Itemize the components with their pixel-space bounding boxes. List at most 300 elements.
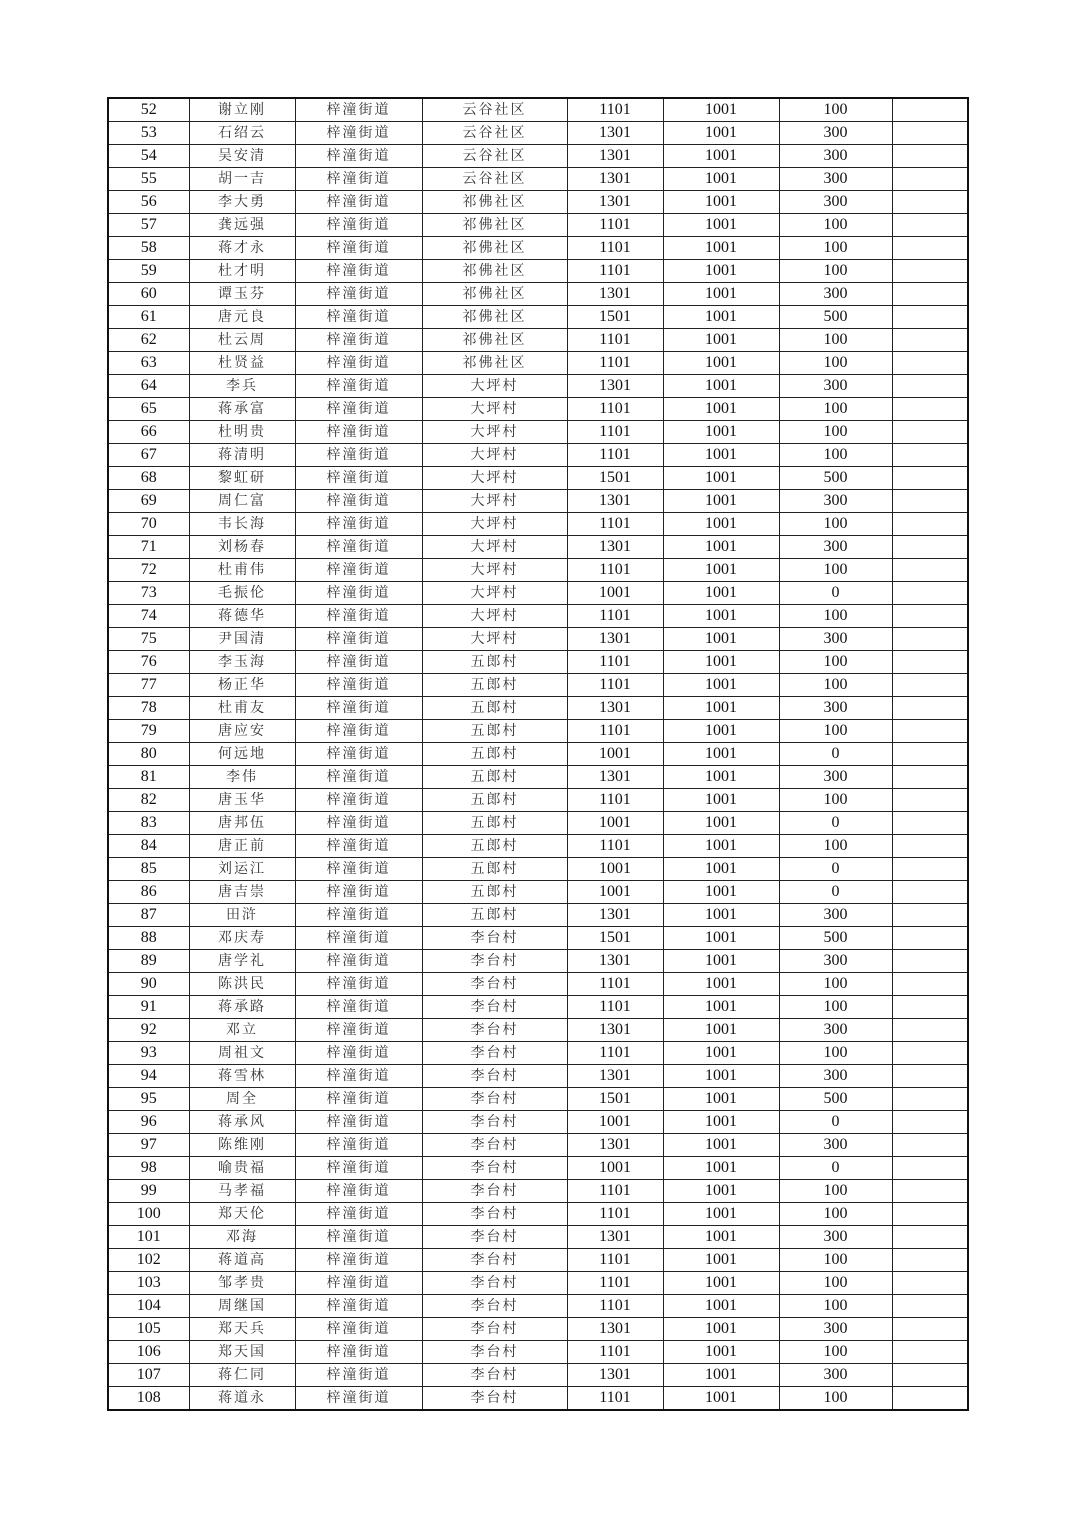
table-row xyxy=(108,375,968,398)
table-row xyxy=(108,306,968,329)
community-cell: 李台村 xyxy=(422,1226,567,1249)
amount-cell: 100 xyxy=(779,789,892,812)
amount-cell: 300 xyxy=(779,1226,892,1249)
amount-cell: 0 xyxy=(779,812,892,835)
remark-cell xyxy=(892,582,968,605)
code-cell: 1501 xyxy=(567,467,663,490)
base-code-cell: 1001 xyxy=(663,375,779,398)
community-cell: 五郎村 xyxy=(422,881,567,904)
community-cell: 李台村 xyxy=(422,1341,567,1364)
amount-cell: 0 xyxy=(779,1111,892,1134)
amount-cell: 100 xyxy=(779,1042,892,1065)
community-cell: 祁佛社区 xyxy=(422,352,567,375)
person-name-cell: 蒋清明 xyxy=(189,444,295,467)
amount-cell: 100 xyxy=(779,98,892,122)
amount-cell: 100 xyxy=(779,260,892,283)
street-cell: 梓潼街道 xyxy=(295,1042,422,1065)
person-name-cell: 尹国清 xyxy=(189,628,295,651)
code-cell: 1101 xyxy=(567,789,663,812)
table-row xyxy=(108,697,968,720)
street-cell: 梓潼街道 xyxy=(295,1387,422,1411)
person-name-cell: 石绍云 xyxy=(189,122,295,145)
row-number-cell: 105 xyxy=(108,1318,189,1341)
amount-cell: 100 xyxy=(779,329,892,352)
person-name-cell: 唐元良 xyxy=(189,306,295,329)
base-code-cell: 1001 xyxy=(663,1180,779,1203)
remark-cell xyxy=(892,628,968,651)
base-code-cell: 1001 xyxy=(663,1341,779,1364)
person-name-cell: 蒋雪林 xyxy=(189,1065,295,1088)
table-row xyxy=(108,329,968,352)
community-cell: 五郎村 xyxy=(422,651,567,674)
street-cell: 梓潼街道 xyxy=(295,145,422,168)
code-cell: 1301 xyxy=(567,1065,663,1088)
row-number-cell: 81 xyxy=(108,766,189,789)
remark-cell xyxy=(892,352,968,375)
street-cell: 梓潼街道 xyxy=(295,191,422,214)
remark-cell xyxy=(892,1157,968,1180)
code-cell: 1501 xyxy=(567,1088,663,1111)
row-number-cell: 97 xyxy=(108,1134,189,1157)
base-code-cell: 1001 xyxy=(663,490,779,513)
row-number-cell: 66 xyxy=(108,421,189,444)
street-cell: 梓潼街道 xyxy=(295,444,422,467)
person-name-cell: 唐邦伍 xyxy=(189,812,295,835)
table-row xyxy=(108,1249,968,1272)
person-name-cell: 唐玉华 xyxy=(189,789,295,812)
person-name-cell: 杜贤益 xyxy=(189,352,295,375)
street-cell: 梓潼街道 xyxy=(295,881,422,904)
remark-cell xyxy=(892,651,968,674)
community-cell: 李台村 xyxy=(422,1203,567,1226)
row-number-cell: 53 xyxy=(108,122,189,145)
row-number-cell: 107 xyxy=(108,1364,189,1387)
person-name-cell: 韦长海 xyxy=(189,513,295,536)
base-code-cell: 1001 xyxy=(663,1364,779,1387)
amount-cell: 100 xyxy=(779,674,892,697)
remark-cell xyxy=(892,904,968,927)
community-cell: 祁佛社区 xyxy=(422,191,567,214)
community-cell: 李台村 xyxy=(422,950,567,973)
code-cell: 1101 xyxy=(567,559,663,582)
base-code-cell: 1001 xyxy=(663,720,779,743)
person-name-cell: 胡一吉 xyxy=(189,168,295,191)
row-number-cell: 92 xyxy=(108,1019,189,1042)
person-name-cell: 刘杨春 xyxy=(189,536,295,559)
street-cell: 梓潼街道 xyxy=(295,582,422,605)
amount-cell: 0 xyxy=(779,743,892,766)
community-cell: 大坪村 xyxy=(422,559,567,582)
amount-cell: 100 xyxy=(779,651,892,674)
person-name-cell: 蒋承路 xyxy=(189,996,295,1019)
community-cell: 大坪村 xyxy=(422,513,567,536)
remark-cell xyxy=(892,283,968,306)
street-cell: 梓潼街道 xyxy=(295,1364,422,1387)
table-row xyxy=(108,582,968,605)
base-code-cell: 1001 xyxy=(663,306,779,329)
remark-cell xyxy=(892,536,968,559)
code-cell: 1501 xyxy=(567,927,663,950)
code-cell: 1301 xyxy=(567,1134,663,1157)
amount-cell: 100 xyxy=(779,513,892,536)
community-cell: 大坪村 xyxy=(422,536,567,559)
street-cell: 梓潼街道 xyxy=(295,490,422,513)
code-cell: 1101 xyxy=(567,260,663,283)
community-cell: 大坪村 xyxy=(422,605,567,628)
row-number-cell: 55 xyxy=(108,168,189,191)
community-cell: 李台村 xyxy=(422,1387,567,1411)
base-code-cell: 1001 xyxy=(663,1295,779,1318)
row-number-cell: 103 xyxy=(108,1272,189,1295)
amount-cell: 300 xyxy=(779,191,892,214)
row-number-cell: 83 xyxy=(108,812,189,835)
base-code-cell: 1001 xyxy=(663,1318,779,1341)
code-cell: 1101 xyxy=(567,1387,663,1411)
street-cell: 梓潼街道 xyxy=(295,559,422,582)
remark-cell xyxy=(892,98,968,122)
person-name-cell: 喻贵福 xyxy=(189,1157,295,1180)
base-code-cell: 1001 xyxy=(663,651,779,674)
street-cell: 梓潼街道 xyxy=(295,789,422,812)
code-cell: 1001 xyxy=(567,858,663,881)
amount-cell: 300 xyxy=(779,283,892,306)
remark-cell xyxy=(892,329,968,352)
street-cell: 梓潼街道 xyxy=(295,1318,422,1341)
person-name-cell: 邹孝贵 xyxy=(189,1272,295,1295)
base-code-cell: 1001 xyxy=(663,1249,779,1272)
table-row xyxy=(108,191,968,214)
code-cell: 1101 xyxy=(567,720,663,743)
row-number-cell: 106 xyxy=(108,1341,189,1364)
base-code-cell: 1001 xyxy=(663,237,779,260)
street-cell: 梓潼街道 xyxy=(295,237,422,260)
table-row xyxy=(108,145,968,168)
community-cell: 大坪村 xyxy=(422,582,567,605)
street-cell: 梓潼街道 xyxy=(295,1019,422,1042)
remark-cell xyxy=(892,1180,968,1203)
row-number-cell: 86 xyxy=(108,881,189,904)
row-number-cell: 101 xyxy=(108,1226,189,1249)
street-cell: 梓潼街道 xyxy=(295,398,422,421)
row-number-cell: 91 xyxy=(108,996,189,1019)
base-code-cell: 1001 xyxy=(663,996,779,1019)
street-cell: 梓潼街道 xyxy=(295,697,422,720)
person-name-cell: 谢立刚 xyxy=(189,98,295,122)
base-code-cell: 1001 xyxy=(663,950,779,973)
row-number-cell: 82 xyxy=(108,789,189,812)
base-code-cell: 1001 xyxy=(663,835,779,858)
table-row xyxy=(108,1088,968,1111)
table-row xyxy=(108,1180,968,1203)
code-cell: 1101 xyxy=(567,674,663,697)
amount-cell: 300 xyxy=(779,375,892,398)
community-cell: 云谷社区 xyxy=(422,168,567,191)
community-cell: 李台村 xyxy=(422,1318,567,1341)
base-code-cell: 1001 xyxy=(663,191,779,214)
table-row xyxy=(108,283,968,306)
base-code-cell: 1001 xyxy=(663,1088,779,1111)
amount-cell: 500 xyxy=(779,467,892,490)
table-row xyxy=(108,122,968,145)
community-cell: 祁佛社区 xyxy=(422,237,567,260)
person-name-cell: 蒋德华 xyxy=(189,605,295,628)
row-number-cell: 56 xyxy=(108,191,189,214)
code-cell: 1101 xyxy=(567,421,663,444)
base-code-cell: 1001 xyxy=(663,881,779,904)
amount-cell: 300 xyxy=(779,950,892,973)
table-row xyxy=(108,536,968,559)
street-cell: 梓潼街道 xyxy=(295,904,422,927)
person-name-cell: 邓庆寿 xyxy=(189,927,295,950)
row-number-cell: 95 xyxy=(108,1088,189,1111)
row-number-cell: 90 xyxy=(108,973,189,996)
remark-cell xyxy=(892,1088,968,1111)
code-cell: 1101 xyxy=(567,1203,663,1226)
remark-cell xyxy=(892,1203,968,1226)
code-cell: 1101 xyxy=(567,1272,663,1295)
street-cell: 梓潼街道 xyxy=(295,306,422,329)
person-name-cell: 邓海 xyxy=(189,1226,295,1249)
table-row xyxy=(108,651,968,674)
row-number-cell: 74 xyxy=(108,605,189,628)
amount-cell: 100 xyxy=(779,444,892,467)
community-cell: 李台村 xyxy=(422,1180,567,1203)
base-code-cell: 1001 xyxy=(663,214,779,237)
table-row xyxy=(108,1364,968,1387)
remark-cell xyxy=(892,881,968,904)
base-code-cell: 1001 xyxy=(663,98,779,122)
code-cell: 1301 xyxy=(567,1364,663,1387)
table-row xyxy=(108,1157,968,1180)
row-number-cell: 69 xyxy=(108,490,189,513)
amount-cell: 300 xyxy=(779,168,892,191)
remark-cell xyxy=(892,835,968,858)
row-number-cell: 54 xyxy=(108,145,189,168)
code-cell: 1101 xyxy=(567,1341,663,1364)
code-cell: 1301 xyxy=(567,536,663,559)
street-cell: 梓潼街道 xyxy=(295,1111,422,1134)
amount-cell: 100 xyxy=(779,421,892,444)
base-code-cell: 1001 xyxy=(663,973,779,996)
base-code-cell: 1001 xyxy=(663,674,779,697)
community-cell: 李台村 xyxy=(422,1019,567,1042)
street-cell: 梓潼街道 xyxy=(295,467,422,490)
street-cell: 梓潼街道 xyxy=(295,927,422,950)
community-cell: 李台村 xyxy=(422,1249,567,1272)
row-number-cell: 104 xyxy=(108,1295,189,1318)
street-cell: 梓潼街道 xyxy=(295,950,422,973)
table-row xyxy=(108,674,968,697)
row-number-cell: 94 xyxy=(108,1065,189,1088)
remark-cell xyxy=(892,812,968,835)
table-row xyxy=(108,812,968,835)
table-row xyxy=(108,444,968,467)
table-row xyxy=(108,1318,968,1341)
street-cell: 梓潼街道 xyxy=(295,766,422,789)
community-cell: 大坪村 xyxy=(422,421,567,444)
community-cell: 五郎村 xyxy=(422,812,567,835)
amount-cell: 100 xyxy=(779,559,892,582)
remark-cell xyxy=(892,766,968,789)
row-number-cell: 52 xyxy=(108,98,189,122)
remark-cell xyxy=(892,996,968,1019)
table-row xyxy=(108,1295,968,1318)
person-name-cell: 唐应安 xyxy=(189,720,295,743)
code-cell: 1301 xyxy=(567,904,663,927)
remark-cell xyxy=(892,1249,968,1272)
amount-cell: 100 xyxy=(779,352,892,375)
code-cell: 1301 xyxy=(567,628,663,651)
person-name-cell: 陈洪民 xyxy=(189,973,295,996)
code-cell: 1101 xyxy=(567,98,663,122)
code-cell: 1301 xyxy=(567,697,663,720)
row-number-cell: 77 xyxy=(108,674,189,697)
amount-cell: 100 xyxy=(779,835,892,858)
amount-cell: 500 xyxy=(779,927,892,950)
street-cell: 梓潼街道 xyxy=(295,1203,422,1226)
community-cell: 云谷社区 xyxy=(422,122,567,145)
community-cell: 大坪村 xyxy=(422,467,567,490)
row-number-cell: 108 xyxy=(108,1387,189,1411)
remark-cell xyxy=(892,1019,968,1042)
code-cell: 1301 xyxy=(567,1318,663,1341)
base-code-cell: 1001 xyxy=(663,1272,779,1295)
person-name-cell: 李兵 xyxy=(189,375,295,398)
community-cell: 五郎村 xyxy=(422,766,567,789)
remark-cell xyxy=(892,927,968,950)
row-number-cell: 84 xyxy=(108,835,189,858)
data-table xyxy=(107,97,969,1411)
amount-cell: 100 xyxy=(779,1272,892,1295)
remark-cell xyxy=(892,1042,968,1065)
community-cell: 五郎村 xyxy=(422,858,567,881)
code-cell: 1101 xyxy=(567,1249,663,1272)
street-cell: 梓潼街道 xyxy=(295,168,422,191)
base-code-cell: 1001 xyxy=(663,329,779,352)
table-row xyxy=(108,1272,968,1295)
table-row xyxy=(108,904,968,927)
table-row xyxy=(108,881,968,904)
code-cell: 1301 xyxy=(567,191,663,214)
table-row xyxy=(108,835,968,858)
community-cell: 李台村 xyxy=(422,1042,567,1065)
base-code-cell: 1001 xyxy=(663,904,779,927)
base-code-cell: 1001 xyxy=(663,352,779,375)
person-name-cell: 何远地 xyxy=(189,743,295,766)
amount-cell: 0 xyxy=(779,582,892,605)
person-name-cell: 吴安清 xyxy=(189,145,295,168)
person-name-cell: 唐吉崇 xyxy=(189,881,295,904)
base-code-cell: 1001 xyxy=(663,858,779,881)
street-cell: 梓潼街道 xyxy=(295,973,422,996)
street-cell: 梓潼街道 xyxy=(295,283,422,306)
street-cell: 梓潼街道 xyxy=(295,743,422,766)
amount-cell: 100 xyxy=(779,1249,892,1272)
person-name-cell: 谭玉芬 xyxy=(189,283,295,306)
remark-cell xyxy=(892,1387,968,1411)
remark-cell xyxy=(892,421,968,444)
base-code-cell: 1001 xyxy=(663,536,779,559)
street-cell: 梓潼街道 xyxy=(295,1157,422,1180)
code-cell: 1001 xyxy=(567,812,663,835)
row-number-cell: 87 xyxy=(108,904,189,927)
code-cell: 1001 xyxy=(567,881,663,904)
remark-cell xyxy=(892,237,968,260)
street-cell: 梓潼街道 xyxy=(295,214,422,237)
table-row xyxy=(108,352,968,375)
row-number-cell: 61 xyxy=(108,306,189,329)
remark-cell xyxy=(892,444,968,467)
person-name-cell: 李大勇 xyxy=(189,191,295,214)
row-number-cell: 80 xyxy=(108,743,189,766)
table-row xyxy=(108,237,968,260)
person-name-cell: 郑天伦 xyxy=(189,1203,295,1226)
row-number-cell: 62 xyxy=(108,329,189,352)
code-cell: 1101 xyxy=(567,835,663,858)
person-name-cell: 蒋才永 xyxy=(189,237,295,260)
remark-cell xyxy=(892,697,968,720)
person-name-cell: 周祖文 xyxy=(189,1042,295,1065)
base-code-cell: 1001 xyxy=(663,145,779,168)
person-name-cell: 邓立 xyxy=(189,1019,295,1042)
remark-cell xyxy=(892,1111,968,1134)
row-number-cell: 88 xyxy=(108,927,189,950)
remark-cell xyxy=(892,1065,968,1088)
row-number-cell: 72 xyxy=(108,559,189,582)
code-cell: 1101 xyxy=(567,1180,663,1203)
row-number-cell: 85 xyxy=(108,858,189,881)
street-cell: 梓潼街道 xyxy=(295,605,422,628)
amount-cell: 300 xyxy=(779,628,892,651)
community-cell: 李台村 xyxy=(422,1134,567,1157)
person-name-cell: 蒋承富 xyxy=(189,398,295,421)
code-cell: 1501 xyxy=(567,306,663,329)
community-cell: 五郎村 xyxy=(422,720,567,743)
remark-cell xyxy=(892,1341,968,1364)
street-cell: 梓潼街道 xyxy=(295,1226,422,1249)
remark-cell xyxy=(892,858,968,881)
person-name-cell: 郑天国 xyxy=(189,1341,295,1364)
amount-cell: 300 xyxy=(779,1019,892,1042)
table-row xyxy=(108,98,968,122)
remark-cell xyxy=(892,559,968,582)
amount-cell: 100 xyxy=(779,398,892,421)
community-cell: 李台村 xyxy=(422,1157,567,1180)
table-row xyxy=(108,168,968,191)
person-name-cell: 陈维刚 xyxy=(189,1134,295,1157)
row-number-cell: 76 xyxy=(108,651,189,674)
code-cell: 1101 xyxy=(567,329,663,352)
code-cell: 1301 xyxy=(567,122,663,145)
street-cell: 梓潼街道 xyxy=(295,835,422,858)
code-cell: 1301 xyxy=(567,950,663,973)
amount-cell: 300 xyxy=(779,490,892,513)
person-name-cell: 龚远强 xyxy=(189,214,295,237)
code-cell: 1101 xyxy=(567,651,663,674)
base-code-cell: 1001 xyxy=(663,1387,779,1411)
remark-cell xyxy=(892,467,968,490)
street-cell: 梓潼街道 xyxy=(295,260,422,283)
community-cell: 李台村 xyxy=(422,1364,567,1387)
code-cell: 1301 xyxy=(567,766,663,789)
street-cell: 梓潼街道 xyxy=(295,858,422,881)
amount-cell: 100 xyxy=(779,1341,892,1364)
person-name-cell: 刘运江 xyxy=(189,858,295,881)
amount-cell: 500 xyxy=(779,306,892,329)
table-body xyxy=(108,98,968,1410)
table-row xyxy=(108,973,968,996)
person-name-cell: 毛振伦 xyxy=(189,582,295,605)
